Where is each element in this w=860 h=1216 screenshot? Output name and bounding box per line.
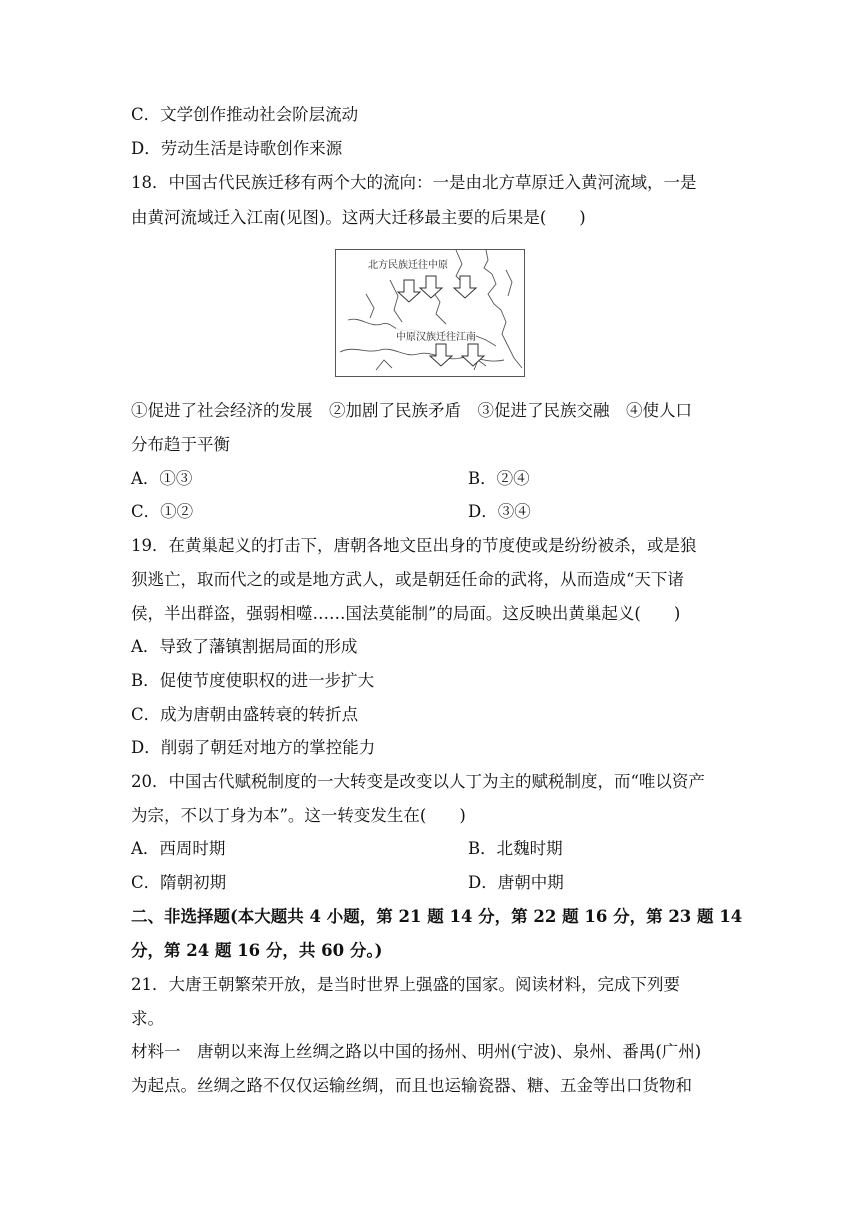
q20-option-d: D．唐朝中期 — [468, 873, 564, 892]
q20-option-c: C．隋朝初期 — [131, 873, 227, 892]
q19-stem-line3: 侯，半出群盗，强弱相噬……国法莫能制”的局面。这反映出黄巢起义( ) — [131, 604, 681, 623]
q21-stem-line2: 求。 — [131, 1009, 164, 1028]
q21-material-line2: 为起点。丝绸之路不仅仅运输丝绸，而且也运输瓷器、糖、五金等出口货物和 — [131, 1076, 692, 1095]
q18-items-line2: 分布趋于平衡 — [131, 435, 230, 454]
q17-option-c: C．文学创作推动社会阶层流动 — [131, 105, 359, 124]
section2-title-line2: 分，第 24 题 16 分，共 60 分。) — [131, 941, 383, 960]
section2-title-line1: 二、非选择题(本大题共 4 小题，第 21 题 14 分，第 22 题 16 分，第 23 题 14 — [131, 907, 743, 926]
q18-stem-line1: 18．中国古代民族迁移有两个大的流向：一是由北方草原迁入黄河流域，一是 — [131, 173, 697, 192]
q18-stem-line2: 由黄河流域迁入江南(见图)。这两大迁移最主要的后果是( ) — [131, 208, 586, 227]
q21-material-line1: 材料一 唐朝以来海上丝绸之路以中国的扬州、明州(宁波)、泉州、番禺(广州) — [131, 1042, 702, 1061]
q19-stem-line2: 狈逃亡，取而代之的或是地方武人，或是朝廷任命的武将，从而造成“天下诸 — [131, 570, 684, 589]
q21-stem-line1: 21．大唐王朝繁荣开放，是当时世界上强盛的国家。阅读材料，完成下列要 — [131, 975, 680, 994]
q20-stem-line2: 为宗，不以丁身为本”。这一转变发生在( ) — [131, 806, 466, 825]
q17-option-d: D．劳动生活是诗歌创作来源 — [131, 139, 343, 158]
q18-option-d: D．③④ — [468, 502, 531, 521]
q18-items-line1: ①促进了社会经济的发展 ②加剧了民族矛盾 ③促进了民族交融 ④使人口 — [131, 401, 692, 420]
q19-stem-line1: 19．在黄巢起义的打击下，唐朝各地文臣出身的节度使或是纷纷被杀，或是狼 — [131, 536, 697, 555]
q19-option-c: C．成为唐朝由盛转衰的转折点 — [131, 705, 359, 724]
q18-option-a: A．①③ — [131, 469, 193, 488]
q19-option-d: D．削弱了朝廷对地方的掌控能力 — [131, 738, 376, 757]
q20-option-a: A．西周时期 — [131, 839, 226, 858]
q20-option-b: B．北魏时期 — [468, 839, 563, 858]
map-label-north: 北方民族迁往中原 — [368, 256, 448, 271]
q19-option-b: B．促使节度使职权的进一步扩大 — [131, 671, 375, 690]
map-label-south: 中原汉族迁往江南 — [396, 328, 476, 343]
q18-option-b: B．②④ — [468, 469, 530, 488]
q19-option-a: A．导致了藩镇割据局面的形成 — [131, 637, 358, 656]
q18-option-c: C．①② — [131, 502, 194, 521]
q20-stem-line1: 20．中国古代赋税制度的一大转变是改变以人丁为主的赋税制度，而“唯以资产 — [131, 772, 705, 791]
migration-map — [335, 249, 525, 377]
